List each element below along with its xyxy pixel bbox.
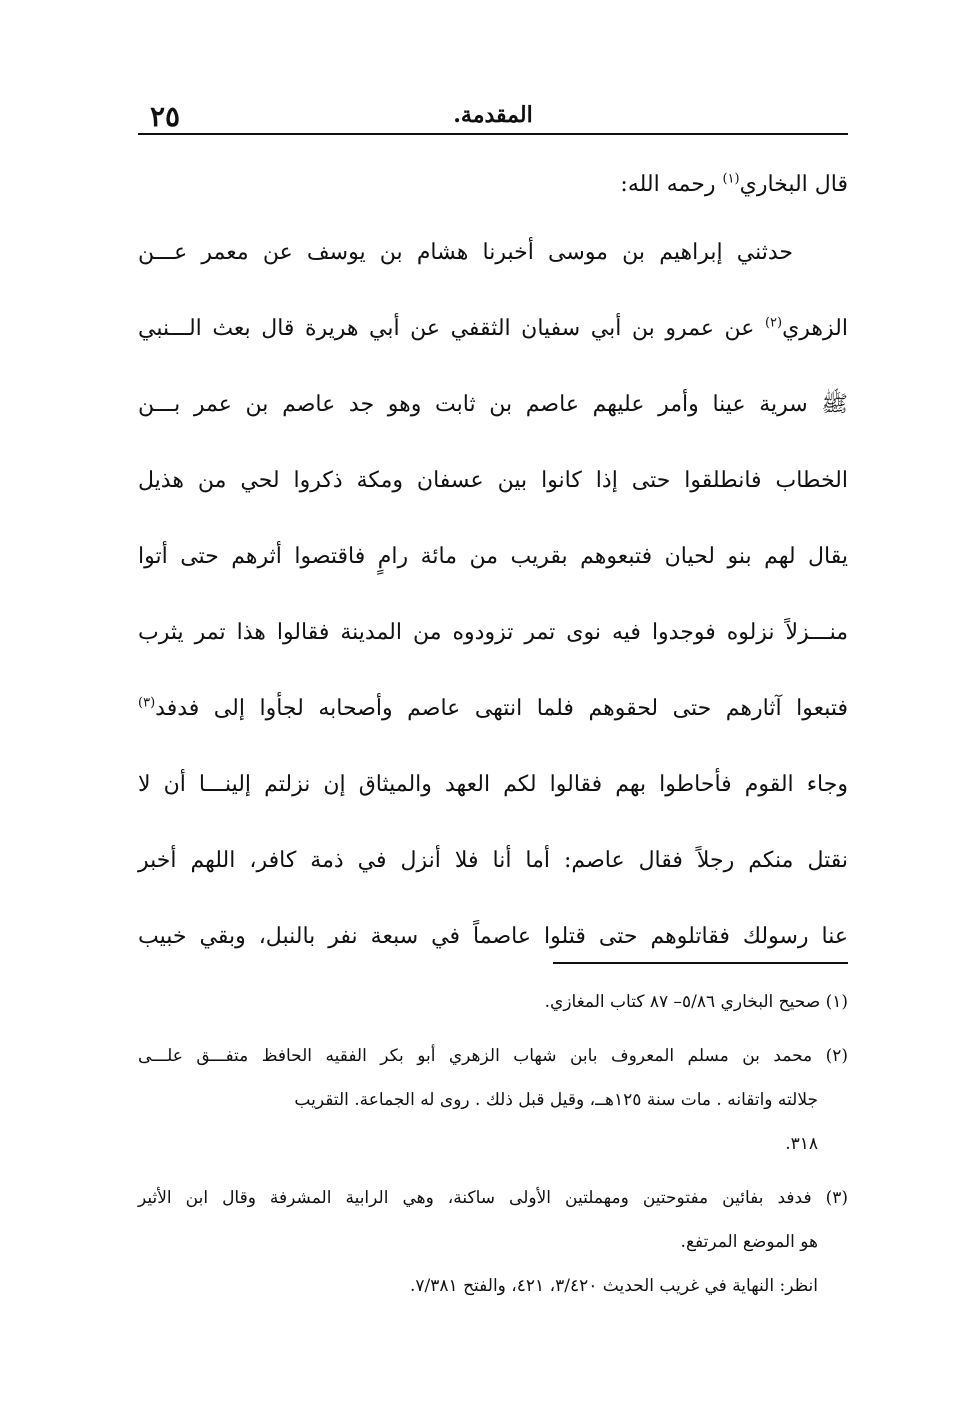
- footnotes: [138, 980, 848, 1318]
- footnote-3: [138, 1176, 848, 1308]
- footnote-1-line-1: (١) صحيح البخاري ٥/٨٦– ٨٧ كتاب المغازي.: [544, 992, 848, 1012]
- footnote-2: [138, 1034, 848, 1166]
- text-line-3: ﷺ سرية عينا وأمر عليهم عاصم بن ثابت وهو جد عاصم بن عمر بـــن: [138, 392, 848, 417]
- footnote-2-line-1: (٢) محمد بن مسلم المعروف بابن شهاب الزهري أبو بكر الفقيه الحافظ متفـــق علـــى: [138, 1046, 848, 1066]
- text-line-8: وجاء القوم فأحاطوا بهم فقالوا لكم العهد والميثاق إن نزلتم إلينـــا أن لا: [138, 772, 848, 797]
- running-head: المقدمة.: [453, 102, 533, 128]
- main-text: [138, 155, 848, 975]
- footnote-3-line-1: (٣) فدفد بفائين مفتوحتين ومهملتين الأولى ساكنة، وهي الرابية المشرفة وقال ابن الأثير: [138, 1188, 848, 1208]
- line7-text: فتبعوا آثارهم حتى لحقوهم فلما انتهى عاصم وأصحابه لجأوا إلى فدفد: [155, 696, 848, 721]
- footnote-mark-3: (٣): [138, 695, 156, 711]
- text-line-10: عنا رسولك فقاتلوهم حتى قتلوا عاصماً في سبعة نفر بالنبل، وبقي خبيب: [138, 924, 848, 949]
- text-line-6: منـــزلاً نزلوه فوجدوا فيه نوى تمر تزودوه من المدينة فقالوا هذا تمر يثرب: [138, 620, 848, 645]
- page-number: ٢٥: [150, 100, 181, 133]
- page-header: [138, 100, 848, 134]
- text-line-5: يقال لهم بنو لحيان فتبعوهم بقريب من مائة رامٍ فاقتصوا أثرهم حتى أتوا: [138, 544, 848, 569]
- text-line-2: [138, 291, 848, 367]
- footnote-2-line-2: جلالته واتقانه . مات سنة ١٢٥هــ، وقيل قبل ذلك . روى له الجماعة. التقريب: [294, 1090, 818, 1110]
- footnote-separator: [553, 962, 848, 964]
- intro-before: قال البخاري: [739, 172, 848, 197]
- footnote-mark-1: (١): [722, 171, 740, 187]
- intro-line: [138, 155, 848, 215]
- header-rule: [138, 133, 848, 135]
- text-line-7: [138, 671, 848, 747]
- footnote-3-line-2: هو الموضع المرتفع.: [680, 1232, 818, 1252]
- text-line-9: نقتل منكم رجلاً فقال عاصم: أما أنا فلا أنزل في ذمة كافر، اللهم أخبر: [138, 848, 848, 873]
- text-line-4: الخطاب فانطلقوا حتى إذا كانوا بين عسفان ومكة ذكروا لحي من هذيل: [138, 468, 848, 493]
- line2-start: الزهري: [782, 316, 848, 341]
- intro-after: رحمه الله:: [620, 172, 723, 197]
- line2-rest: عن عمرو بن أبي سفيان الثقفي عن أبي هريرة قال بعث الـــنبي: [138, 316, 755, 341]
- footnote-2-line-3: ٣١٨.: [785, 1134, 818, 1154]
- footnote-1: [138, 980, 848, 1024]
- footnote-3-line-3: انظر: النهاية في غريب الحديث ٣/٤٢٠، ٤٢١، والفتح ٧/٣٨١.: [410, 1276, 818, 1296]
- text-line-1: حدثني إبراهيم بن موسى أخبرنا هشام بن يوسف عن معمر عـــن: [138, 240, 793, 265]
- footnote-mark-2: (٢): [764, 315, 783, 331]
